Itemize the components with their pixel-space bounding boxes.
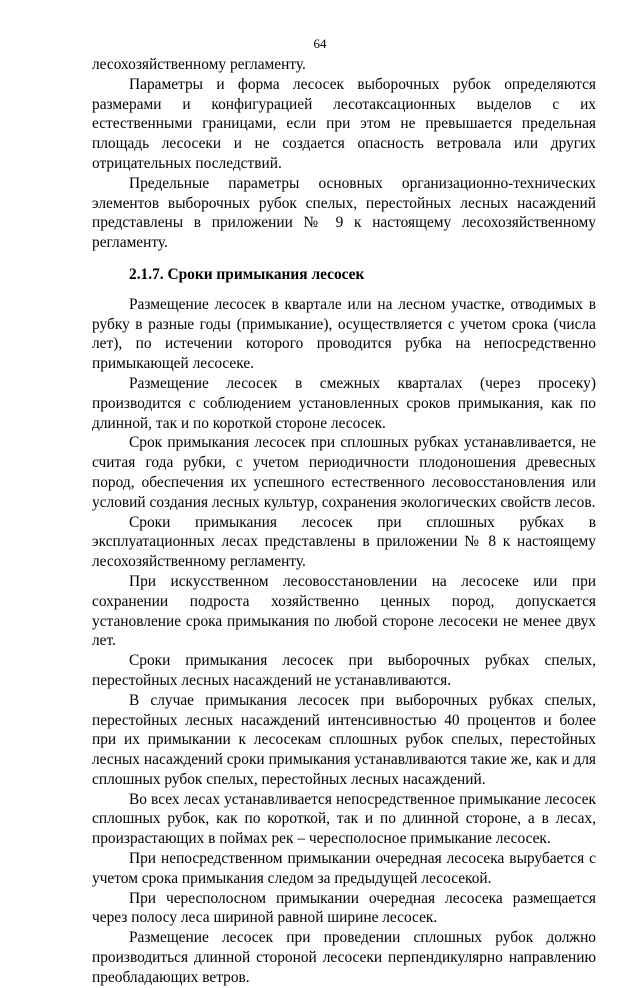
paragraph: Предельные параметры основных организационно-технических элементов выборочных рубок спелых, перестойных лесных насаждений представлены в приложении № 9 к настоящему лесохозяйственному регламенту. <box>92 174 596 252</box>
paragraph: Размещение лесосек при проведении сплошных рубок должно производиться длинной стороной лесосеки перпендикулярно направлению преобладающих ветров. <box>92 929 596 986</box>
paragraph: При искусственном лесовосстановлении на лесосеке или при сохранении подроста хозяйственно ценных пород, допускается установление срока примыкания по любой стороне лесосеки не менее двух лет. <box>92 572 596 650</box>
paragraph: Размещение лесосек в смежных кварталах (через просеку) производится с соблюдением установленных сроков примыкания, как по длинной, так и по короткой стороне лесосек. <box>92 374 596 432</box>
paragraph: При непосредственном примыкании очередная лесосека вырубается с учетом срока примыкания следом за предыдущей лесосекой. <box>92 850 596 887</box>
paragraph: Сроки примыкания лесосек при выборочных рубках спелых, перестойных лесных насаждений не устанавливаются. <box>92 652 596 689</box>
paragraph: Сроки примыкания лесосек при сплошных рубках в эксплуатационных лесах представлены в приложении № 8 к настоящему лесохозяйственному регламенту. <box>92 513 596 571</box>
paragraph-continuation: лесохозяйственному регламенту. <box>92 56 306 73</box>
paragraph: Срок примыкания лесосек при сплошных рубках устанавливается, не считая года рубки, с учетом периодичности плодоношения древесных пород, обеспечения их успешного естественного лесовосстановления или условий создания лесных культур, сохранения экологических свойств лесов. <box>92 434 596 511</box>
paragraph: При чересполосном примыкании очередная лесосека размещается через полосу леса шириной равной ширине лесосек. <box>92 889 596 927</box>
paragraph: Во всех лесах устанавливается непосредственное примыкание лесосек сплошных рубок, как по короткой, так и по длинной стороне, а в лесах, произрастающих в поймах рек – чересполосное примыкание лесосек. <box>92 790 596 848</box>
paragraph: Размещение лесосек в квартале или на лесном участке, отводимых в рубку в разные годы (примыкание), осуществляется с учетом срока (числа лет), по истечении которого проводится рубка на непосредственно примыкающей лесосеке. <box>92 295 596 373</box>
page-number: 64 <box>313 36 327 51</box>
paragraph: Параметры и форма лесосек выборочных рубок определяются размерами и конфигурацией лесотаксационных выделов с их естественными границами, если при этом не превышается предельная площадь лесосеки и не создается опасность ветровала или других отрицательных последствий. <box>92 75 596 172</box>
document-body <box>92 55 596 988</box>
section-heading: 2.1.7. Сроки примыкания лесосек <box>129 265 365 283</box>
paragraph: В случае примыкания лесосек при выборочных рубках спелых, перестойных лесных насаждений интенсивностью 40 процентов и более при их примыкании к лесосекам сплошных рубок спелых, перестойных лесных насаждений сроки примыкания устанавливаются такие же, как и для сплошных рубок спелых, перестойных лесных насаждений. <box>92 691 596 788</box>
